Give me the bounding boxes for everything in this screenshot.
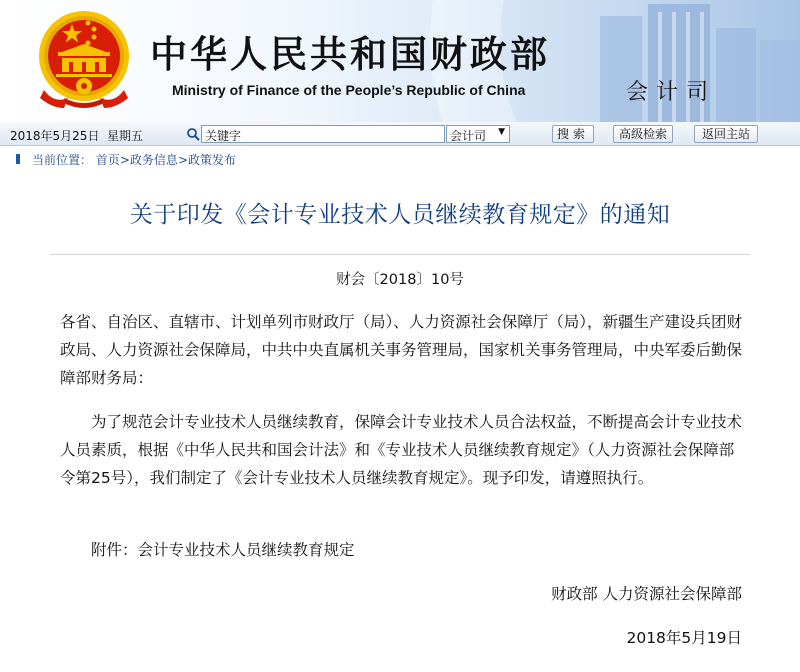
recipients-paragraph: 各省、自治区、直辖市、计划单列市财政厅（局）、人力资源社会保障厅（局），新疆生产建设兵团财政局、人力资源社会保障局，中共中央直属机关事务管理局，国家机关事务管理局，中央军委后勤保障部财务局： xyxy=(60,313,743,387)
department-label: 会计司 xyxy=(626,80,717,105)
issue-date: 2018年5月19日 xyxy=(626,629,742,647)
breadcrumb-separator: > xyxy=(177,153,188,167)
national-emblem-icon xyxy=(34,8,134,112)
advanced-search-button[interactable]: 高级检索 xyxy=(613,125,673,143)
search-button[interactable]: 搜索 xyxy=(552,125,594,143)
site-title: 中华人民共和国财政部 xyxy=(150,32,550,76)
article-title: 关于印发《会计专业技术人员继续教育规定》的通知 xyxy=(129,202,671,228)
attachment-line: 附件：会计专业技术人员继续教育规定 xyxy=(91,541,355,559)
toolbar xyxy=(0,122,800,146)
body-paragraph: 为了规范会计专业技术人员继续教育，保障会计专业技术人员合法权益，不断提高会计专业技术人员素质，根据《中华人民共和国会计法》和《专业技术人员继续教育规定》（人力资源社会保障部令第25号），我们制定了《会计专业技术人员继续教育规定》。现予印发，请遵照执行。 xyxy=(60,413,743,487)
document-number: 财会〔2018〕10号 xyxy=(336,272,464,288)
return-home-button[interactable]: 返回主站 xyxy=(694,125,758,143)
breadcrumb-prefix: 当前位置： xyxy=(32,153,93,167)
current-weekday: 星期五 xyxy=(107,129,144,143)
breadcrumb xyxy=(0,148,800,170)
breadcrumb-affairs-link[interactable]: 政务信息 xyxy=(129,153,178,167)
scope-select-value: 会计司 xyxy=(450,129,487,143)
breadcrumb-trail xyxy=(32,151,236,168)
site-subtitle: Ministry of Finance of the People’s Republic of China xyxy=(172,82,526,98)
signature: 财政部 人力资源社会保障部 xyxy=(551,585,742,603)
breadcrumb-separator: > xyxy=(119,153,130,167)
title-divider xyxy=(50,254,750,255)
breadcrumb-policy-link[interactable]: 政策发布 xyxy=(188,153,237,167)
breadcrumb-marker-icon xyxy=(16,154,20,164)
chevron-down-icon: ▼ xyxy=(498,127,505,137)
search-icon xyxy=(186,127,200,141)
scope-select[interactable] xyxy=(446,125,510,143)
breadcrumb-home-link[interactable]: 首页 xyxy=(95,153,120,167)
site-banner xyxy=(0,0,800,122)
search-input[interactable]: 关键字 xyxy=(201,125,445,143)
current-date: 2018年5月25日 xyxy=(10,129,100,143)
